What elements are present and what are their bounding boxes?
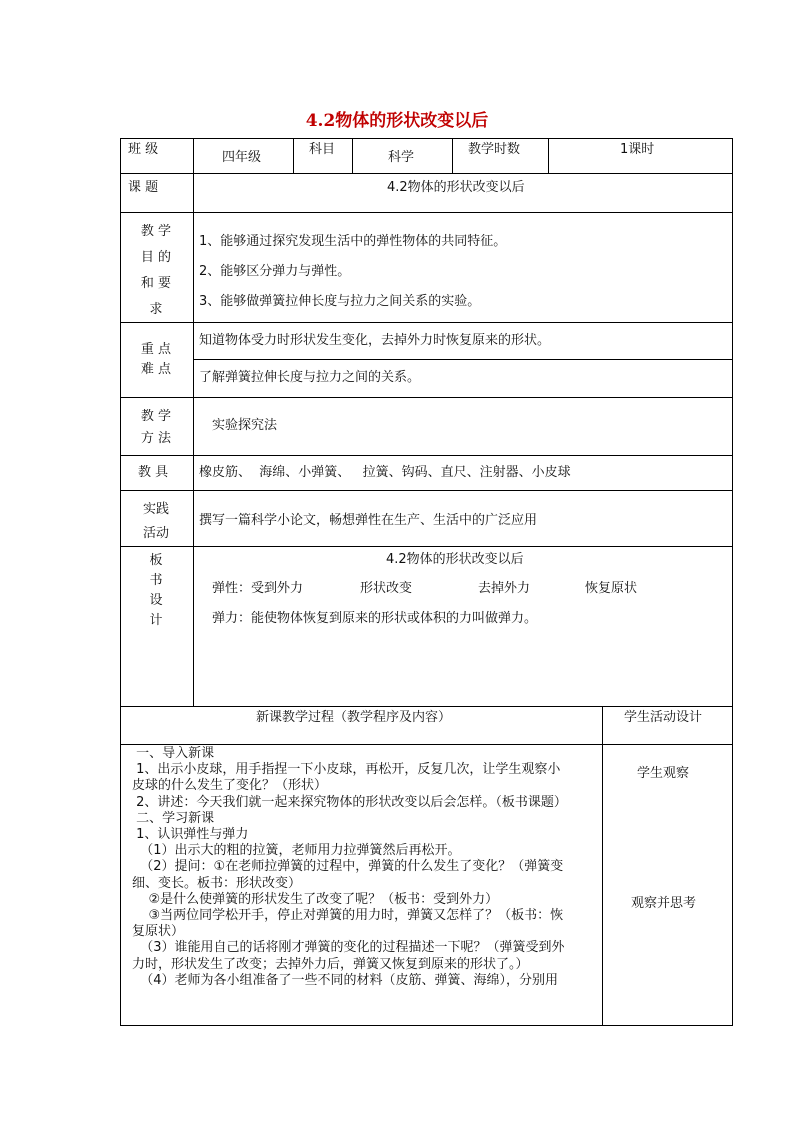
practice-label-line: 活动 xyxy=(142,526,169,541)
practice-label xyxy=(128,498,184,546)
row-divider xyxy=(120,706,733,707)
practice-value: 撰写一篇科学小论文，畅想弹性在生产、生活中的广泛应用 xyxy=(199,513,538,528)
row-divider xyxy=(120,322,733,323)
goal-item: 1、能够通过探究发现生活中的弹性物体的共同特征。 xyxy=(199,234,507,249)
process-line: （4）老师为各小组准备了一些不同的材料（皮筋、弹簧、海绵），分别用 xyxy=(132,972,559,988)
subject-label: 科目 xyxy=(309,142,336,157)
hours-value: 1课时 xyxy=(620,142,655,157)
column-divider xyxy=(293,138,294,173)
process-header: 新课教学过程（教学程序及内容） xyxy=(256,710,452,725)
process-line: 2、讲述：今天我们就一起来探究物体的形状改变以后会怎样。（板书课题） xyxy=(132,794,567,810)
board-label xyxy=(128,551,184,631)
method-label-line: 教 学 xyxy=(140,409,172,424)
row-divider xyxy=(120,397,733,398)
column-divider xyxy=(548,138,549,173)
board-elastic-part: 形状改变 xyxy=(360,581,413,596)
process-line: 复原状） xyxy=(132,924,185,940)
class-label: 班 级 xyxy=(128,142,159,157)
process-line: （3）谁能用自己的话将刚才弹簧的变化的过程描述一下呢？（弹簧受到外 xyxy=(132,940,565,956)
process-line: 皮球的什么发生了变化？（形状） xyxy=(132,778,328,794)
process-content xyxy=(132,746,602,989)
process-line: （1）出示大的粗的拉簧，老师用力拉弹簧然后再松开。 xyxy=(132,843,461,859)
process-line: 1、认识弹性与弹力 xyxy=(132,827,249,843)
difficulty-text: 了解弹簧拉伸长度与拉力之间的关系。 xyxy=(199,370,421,385)
board-elastic-part: 恢复原状 xyxy=(585,581,638,596)
row-divider xyxy=(120,546,733,547)
process-line: 一、导入新课 xyxy=(132,746,215,761)
row-divider xyxy=(120,212,733,213)
board-force-definition: 弹力：能使物体恢复到原来的形状或体积的力叫做弹力。 xyxy=(212,611,538,626)
process-line: 细、变长。板书：形状改变） xyxy=(132,875,302,891)
key-points-label xyxy=(128,340,184,380)
board-label-line: 设 xyxy=(149,593,163,608)
process-line: ②是什么使弹簧的形状发生了改变了呢？（板书：受到外力） xyxy=(132,891,499,907)
column-divider xyxy=(452,138,453,173)
board-elastic-part: 去掉外力 xyxy=(478,581,531,596)
goals-label xyxy=(128,219,184,323)
board-title: 4.2物体的形状改变以后 xyxy=(386,552,524,567)
page-title: 4.2物体的形状改变以后 xyxy=(305,111,489,131)
board-elastic-part: 弹性：受到外力 xyxy=(212,581,304,596)
goal-item: 2、能够区分弹力与弹性。 xyxy=(199,264,351,279)
tools-label: 教 具 xyxy=(138,465,169,480)
goals-label-line: 和 要 xyxy=(140,276,172,291)
process-line: （2）提问：①在老师拉弹簧的过程中，弹簧的什么发生了变化？（弹簧变 xyxy=(132,859,564,875)
activity-header: 学生活动设计 xyxy=(624,710,703,725)
hours-label: 教学时数 xyxy=(468,142,521,157)
row-divider xyxy=(120,455,733,456)
tools-value: 橡皮筋、 海绵、小弹簧、 拉簧、钩码、直尺、注射器、小皮球 xyxy=(199,465,571,480)
goals-label-line: 教 学 xyxy=(140,224,172,239)
key-points-label-line: 重 点 xyxy=(140,342,172,357)
key-points-label-line: 难 点 xyxy=(140,362,172,377)
method-label-line: 方 法 xyxy=(140,431,172,446)
topic-value: 4.2物体的形状改变以后 xyxy=(387,180,525,195)
process-line: 1、出示小皮球，用手指捏一下小皮球，再松开，反复几次，让学生观察小 xyxy=(132,762,561,778)
key-point-text: 知道物体受力时形状发生变化，去掉外力时恢复原来的形状。 xyxy=(199,333,551,348)
subject-value: 科学 xyxy=(388,150,415,165)
column-divider xyxy=(602,706,603,1026)
goal-item: 3、能够做弹簧拉伸长度与拉力之间关系的实验。 xyxy=(199,294,481,309)
method-label xyxy=(128,406,184,450)
activity-observe-think: 观察并思考 xyxy=(631,896,697,911)
board-label-line: 计 xyxy=(149,613,163,628)
process-line: 二、学习新课 xyxy=(132,810,215,826)
board-label-line: 书 xyxy=(149,573,163,588)
grade-value: 四年级 xyxy=(222,150,262,165)
row-divider xyxy=(120,744,733,745)
practice-label-line: 实践 xyxy=(142,502,169,517)
method-value: 实验探究法 xyxy=(212,418,278,433)
process-line: 力时，形状发生了改变；去掉外力后，弹簧又恢复到原来的形状了。） xyxy=(132,956,529,972)
row-divider xyxy=(120,490,733,491)
row-divider xyxy=(120,173,733,174)
goals-label-line: 求 xyxy=(149,302,163,317)
column-divider xyxy=(352,138,353,173)
activity-observe: 学生观察 xyxy=(637,766,690,781)
goals-label-line: 目 的 xyxy=(140,250,172,265)
row-divider xyxy=(193,359,733,360)
topic-label: 课 题 xyxy=(128,180,159,195)
process-line: ③当两位同学松开手，停止对弹簧的用力时，弹簧又怎样了？（板书：恢 xyxy=(132,908,564,924)
column-divider xyxy=(193,138,194,706)
board-label-line: 板 xyxy=(149,553,163,568)
